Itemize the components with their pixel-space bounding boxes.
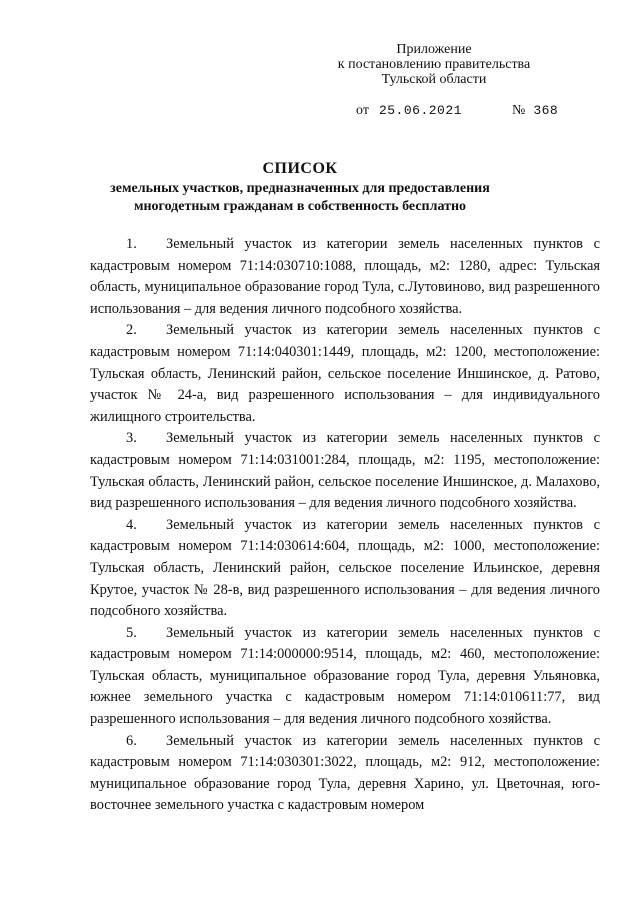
appendix-header [304,42,564,87]
document-title-block [80,160,520,216]
land-plot-list [90,234,600,817]
appendix-reference: к постановлению правительства [337,57,531,72]
list-item [90,731,600,817]
document-title: СПИСОК [262,160,338,177]
list-item-number: 3. [126,430,137,447]
list-item-text: Земельный участок из категории земель населенных пунктов с кадастровым номером 71:14:031001:284, площадь, м2: 1195, местоположение: Тульская область, Ленинский район, сельское поселение Иншинское, д. Малахово, вид разрешенного использования – для ведения личного подсобного хозяйства. [90,430,600,512]
list-item-number: 6. [126,732,137,749]
document-subtitle-line-2: многодетным гражданам в собственность бесплатно [133,199,467,214]
appendix-region: Тульской области [381,72,487,87]
number-sign: № [511,103,526,118]
list-item [90,623,600,731]
resolution-date: 25.06.2021 [378,103,462,118]
resolution-date-line [356,103,558,119]
list-item-text: Земельный участок из категории земель населенных пунктов с кадастровым номером 71:14:030301:3022, площадь, м2: 912, местоположение: муниципальное образование город Тула, деревня Харино, ул. Цветочная, юго-восточнее земельного участка с кадастровым номером [90,732,600,814]
list-item [90,428,600,514]
list-item-number: 4. [126,516,137,533]
list-item-number: 1. [126,236,137,252]
list-item [90,515,600,623]
resolution-number: 368 [533,103,559,118]
appendix-label: Приложение [396,42,472,57]
list-item [90,234,600,320]
document-subtitle-line-1: земельных участков, предназначенных для предоставления [110,181,490,196]
list-item-number: 5. [126,624,137,641]
list-item-text: Земельный участок из категории земель населенных пунктов с кадастровым номером 71:14:000000:9514, площадь, м2: 460, местоположение: Тульская область, муниципальное образование город Тула, деревня Ульяновка, южнее земельного участка с кадастровым номером 71:14:010611:77, вид разрешенного использования – для ведения личного подсобного хозяйства. [90,624,600,728]
list-item-number: 2. [126,322,137,339]
list-item [90,320,600,428]
list-item-text: Земельный участок из категории земель населенных пунктов с кадастровым номером 71:14:030710:1088, площадь, м2: 1280, адрес: Тульская область, муниципальное образование город Тула, с.Лутовиново, вид разрешенного использования – для ведения личного подсобного хозяйства. [90,236,600,317]
list-item-text: Земельный участок из категории земель населенных пунктов с кадастровым номером 71:14:040301:1449, площадь, м2: 1200, местоположение: Тульская область, Ленинский район, сельское поселение Иншинское, д. Ратово, участок № 24-а, вид разрешенного использования – для индивидуального жилищного строительства. [90,322,600,425]
list-item-text: Земельный участок из категории земель населенных пунктов с кадастровым номером 71:14:030614:604, площадь, м2: 1000, местоположение: Тульская область, Ленинский район, сельское поселение Ильинское, деревня Крутое, участок № 28-в, вид разрешенного использования – для ведения личного подсобного хозяйства. [90,516,600,620]
date-prefix: от [356,103,369,118]
